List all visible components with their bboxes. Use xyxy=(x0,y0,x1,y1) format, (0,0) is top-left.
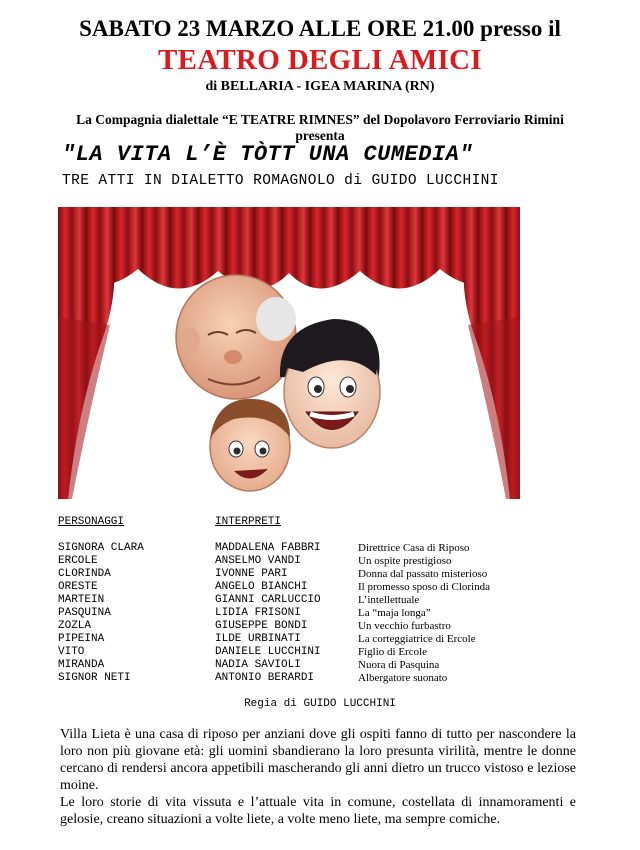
cast-row xyxy=(0,672,640,685)
cast-header-actors: INTERPRETI xyxy=(215,516,282,528)
cast-role: Un ospite prestigioso xyxy=(358,555,452,567)
cast-row xyxy=(0,581,640,594)
cast-character: PASQUINA xyxy=(58,607,111,619)
cast-character: PIPEINA xyxy=(58,633,105,645)
cast-row xyxy=(0,620,640,633)
cast-character: ZOZLA xyxy=(58,620,92,632)
cast-row xyxy=(0,594,640,607)
cast-character: MARTEIN xyxy=(58,594,105,606)
smiling-man-face xyxy=(280,319,380,448)
cast-character: VITO xyxy=(58,646,85,658)
cast-actor: ANSELMO VANDI xyxy=(215,555,301,567)
old-man-face xyxy=(176,275,296,399)
cast-actor: MADDALENA FABBRI xyxy=(215,542,321,554)
cast-actor: IVONNE PARI xyxy=(215,568,288,580)
cast-character: SIGNOR NETI xyxy=(58,672,131,684)
presenta-label: presenta xyxy=(295,128,345,143)
cast-actor: LIDIA FRISONI xyxy=(215,607,301,619)
cast-character: SIGNORA CLARA xyxy=(58,542,144,554)
cast-role: Un vecchio furbastro xyxy=(358,620,451,632)
cast-actor: GIANNI CARLUCCIO xyxy=(215,594,321,606)
cast-actor: DANIELE LUCCHINI xyxy=(215,646,321,658)
cast-actor: ANTONIO BERARDI xyxy=(215,672,315,684)
play-subtitle: TRE ATTI IN DIALETTO ROMAGNOLO di GUIDO LUCCHINI xyxy=(62,173,499,189)
description-paragraph: Villa Lieta è una casa di riposo per anziani dove gli ospiti fanno di tutto per nascondere la loro non più giovane età: gli uomini sbandierano la loro presunta virilità, mentre le donne cercano di rendersi ancora appetibili mascherando gli anni dietro un trucco vistoso e leziose moine. xyxy=(60,727,576,793)
play-title: "LA VITA L’È TÒTT UNA CUMEDIA" xyxy=(62,142,474,167)
cast-role: Figlio di Ercole xyxy=(358,646,428,658)
cast-row xyxy=(0,633,640,646)
theatre-stage-illustration xyxy=(58,207,520,499)
cast-row xyxy=(0,659,640,672)
cast-header-characters: PERSONAGGI xyxy=(58,516,125,528)
director-credit: Regia di GUIDO LUCCHINI xyxy=(244,698,396,710)
cast-character: ORESTE xyxy=(58,581,98,593)
cast-list xyxy=(0,542,640,685)
theatre-location: di BELLARIA - IGEA MARINA (RN) xyxy=(205,79,435,94)
cast-character: MIRANDA xyxy=(58,659,105,671)
cast-actor: ILDE URBINATI xyxy=(215,633,301,645)
cast-row xyxy=(0,542,640,555)
cast-character: ERCOLE xyxy=(58,555,98,567)
cast-role: Direttrice Casa di Riposo xyxy=(358,542,470,554)
theatre-name: TEATRO DEGLI AMICI xyxy=(158,44,482,76)
event-date-line: SABATO 23 MARZO ALLE ORE 21.00 presso il xyxy=(79,16,561,41)
play-description xyxy=(60,726,576,828)
cast-role: Il promesso sposo di Clorinda xyxy=(358,581,490,593)
cast-role: Nuora di Pasquina xyxy=(358,659,440,671)
cast-character: CLORINDA xyxy=(58,568,111,580)
cast-actor: NADIA SAVIOLI xyxy=(215,659,301,671)
cast-role: La corteggiatrice di Ercole xyxy=(358,633,476,645)
cast-role: Albergatore suonato xyxy=(358,672,448,684)
cast-role: La “maja longa” xyxy=(358,607,431,619)
cast-role: Donna dal passato misterioso xyxy=(358,568,488,580)
cast-actor: ANGELO BIANCHI xyxy=(215,581,308,593)
cast-row xyxy=(0,646,640,659)
description-paragraph: Le loro storie di vita vissuta e l’attuale vita in comune, costellata di innamoramenti e gelosie, creano situazioni a volte liete, a volte meno liete, ma sempre comiche. xyxy=(60,795,576,827)
cast-row xyxy=(0,607,640,620)
boy-face xyxy=(210,399,290,491)
cast-role: L’intellettuale xyxy=(358,594,420,606)
cast-actor: GIUSEPPE BONDI xyxy=(215,620,308,632)
cast-row xyxy=(0,568,640,581)
cast-row xyxy=(0,555,640,568)
company-line: La Compagnia dialettale “E TEATRE RIMNES” del Dopolavoro Ferroviario Rimini xyxy=(76,112,564,127)
